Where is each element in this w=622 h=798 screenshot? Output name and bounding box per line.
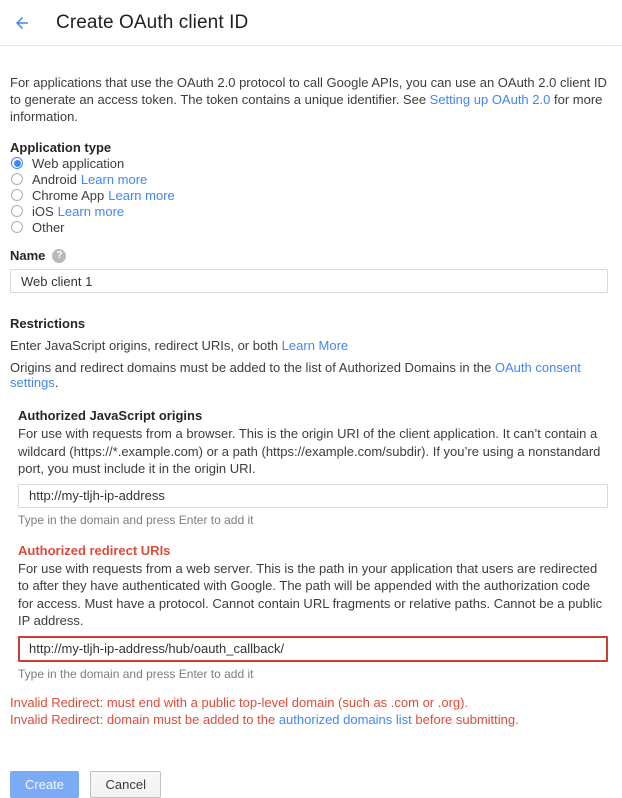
radio-option-ios[interactable] xyxy=(10,203,608,219)
intro-text-after: for more information. xyxy=(10,92,603,124)
js-origins-section xyxy=(18,408,608,527)
radio-label: Other xyxy=(32,219,65,235)
intro-text xyxy=(10,74,608,125)
restrictions-line1 xyxy=(10,338,608,353)
authorized-domains-link[interactable]: authorized domains list xyxy=(278,712,412,727)
radio-option-web-application[interactable] xyxy=(10,155,608,171)
radio-unselected-icon xyxy=(11,189,23,201)
help-icon[interactable]: ? xyxy=(52,249,66,263)
js-origins-hint: Type in the domain and press Enter to add it xyxy=(18,512,254,527)
restrictions-line2 xyxy=(10,360,608,390)
restrictions-section xyxy=(10,316,608,390)
restrictions-line2-text: Origins and redirect domains must be added to the list of Authorized Domains in the xyxy=(10,360,495,375)
setting-up-oauth-link[interactable]: Setting up OAuth 2.0 xyxy=(429,92,551,107)
name-label: Name xyxy=(10,248,46,263)
learn-more-link[interactable]: Learn more xyxy=(80,171,148,187)
restrictions-line1-text: Enter JavaScript origins, redirect URIs, or both xyxy=(10,338,282,353)
radio-option-chrome-app[interactable] xyxy=(10,187,608,203)
oauth-consent-settings-link[interactable]: OAuth consent settings xyxy=(10,360,581,390)
name-section xyxy=(10,248,608,293)
error-domain-suffix: before submitting. xyxy=(411,712,519,727)
restrictions-learn-more-link[interactable]: Learn More xyxy=(281,338,349,353)
js-origins-description: For use with requests from a browser. This is the origin URI of the client application. It can’t contain a wildcard (https://*.example.com) or a path (https://example.com/subdir). If you’re using a nonstandard port, you must include it in the origin URI. xyxy=(18,426,601,476)
radio-unselected-icon xyxy=(11,221,23,233)
learn-more-link[interactable]: Learn more xyxy=(108,187,175,203)
radio-label: iOS xyxy=(32,203,54,219)
application-type-label: Application type xyxy=(10,140,112,155)
radio-selected-icon xyxy=(11,157,23,169)
validation-errors xyxy=(10,694,608,729)
application-type-section xyxy=(10,140,608,235)
redirect-uris-label: Authorized redirect URIs xyxy=(18,542,171,558)
radio-label: Web application xyxy=(32,155,125,171)
radio-label: Chrome App xyxy=(32,187,105,203)
radio-option-android[interactable] xyxy=(10,171,608,187)
radio-unselected-icon xyxy=(11,205,23,217)
form-actions xyxy=(10,771,608,798)
create-button[interactable]: Create xyxy=(10,771,79,798)
redirect-uris-description: For use with requests from a web server. This is the path in your application that users are redirected to after they have authenticated with Google. The path will be appended with the authorization code for access. Must have a protocol. Cannot contain URL fragments or relative paths. Cannot be a public IP address. xyxy=(18,560,603,628)
restrictions-line2-suffix: . xyxy=(54,375,59,390)
radio-unselected-icon xyxy=(11,173,23,185)
cancel-button[interactable]: Cancel xyxy=(90,771,160,798)
learn-more-link[interactable]: Learn more xyxy=(57,203,125,219)
error-invalid-redirect-domain xyxy=(10,711,608,729)
back-arrow-icon[interactable] xyxy=(13,14,31,32)
error-invalid-redirect-tld: Invalid Redirect: must end with a public top-level domain (such as .com or .org). xyxy=(10,694,469,710)
page-header xyxy=(0,0,622,46)
redirect-uris-input[interactable] xyxy=(18,636,608,662)
js-origins-label: Authorized JavaScript origins xyxy=(18,408,203,423)
page-title: Create OAuth client ID xyxy=(56,11,249,33)
radio-option-other[interactable] xyxy=(10,219,608,235)
intro-text-before: For applications that use the OAuth 2.0 protocol to call Google APIs, you can use an OAuth 2.0 client ID to generate an access token. The token contains a unique identifier. See xyxy=(10,75,607,107)
redirect-uris-hint: Type in the domain and press Enter to add it xyxy=(18,666,254,681)
restrictions-label: Restrictions xyxy=(10,316,86,331)
js-origins-input[interactable] xyxy=(18,484,608,508)
radio-label: Android xyxy=(32,171,77,187)
error-domain-prefix: Invalid Redirect: domain must be added to the xyxy=(10,712,279,727)
redirect-uris-section xyxy=(18,543,608,681)
create-oauth-form xyxy=(0,74,622,798)
name-input[interactable] xyxy=(10,269,608,293)
